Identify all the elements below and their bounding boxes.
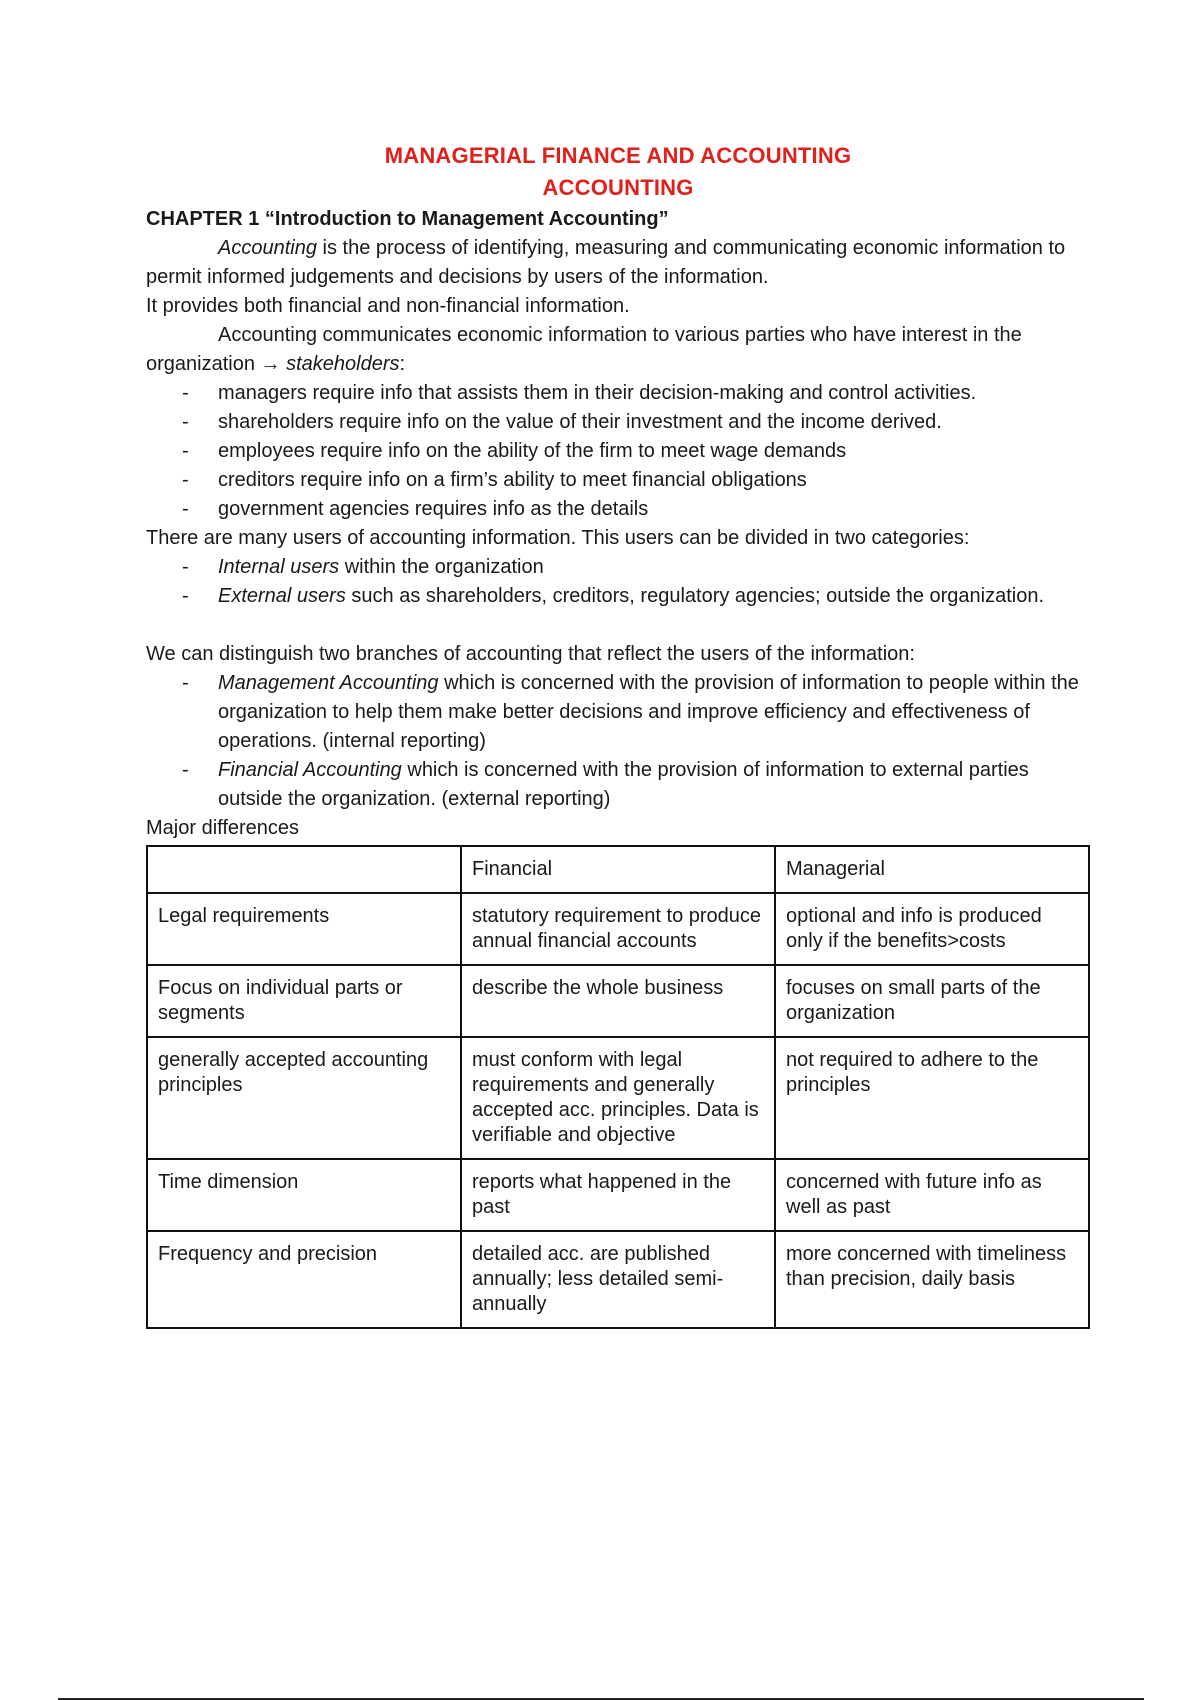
list-item — [218, 669, 1090, 756]
term-external-users: External users — [218, 585, 346, 607]
table-row — [147, 893, 1089, 965]
list-item — [218, 553, 1090, 582]
spacer — [146, 611, 1090, 640]
table-cell: concerned with future info as well as past — [775, 1159, 1089, 1231]
list-item: - shareholders require info on the value of their investment and the income derived. — [218, 408, 1090, 437]
term-accounting: Accounting — [218, 237, 317, 259]
table-cell: focuses on small parts of the organization — [775, 965, 1089, 1037]
table-row — [147, 1159, 1089, 1231]
document-title: MANAGERIAL FINANCE AND ACCOUNTING — [384, 143, 852, 168]
list-item: - managers require info that assists them in their decision-making and control activities. — [218, 379, 1090, 408]
paragraph-stakeholders — [146, 321, 1090, 379]
table-cell: Legal requirements — [147, 893, 461, 965]
table-caption: Major differences — [146, 817, 300, 839]
term-management-accounting: Management Accounting — [218, 672, 439, 694]
table-cell: Frequency and precision — [147, 1231, 461, 1328]
table-cell: detailed acc. are published annually; less detailed semi-annually — [461, 1231, 775, 1328]
list-item-text: within the organization — [339, 556, 544, 578]
document-page — [146, 140, 1090, 1329]
list-item — [218, 582, 1090, 611]
list-item: - creditors require info on a firm’s ability to meet financial obligations — [218, 466, 1090, 495]
list-item-text: such as shareholders, creditors, regulatory agencies; outside the organization. — [345, 585, 1045, 607]
table-header-cell: Financial — [461, 846, 775, 893]
branch-list — [146, 669, 1090, 814]
paragraph-text: Accounting communicates economic information to various parties who have interest in the organization → — [146, 324, 1022, 375]
table-header-row — [147, 846, 1089, 893]
list-item-text: which is concerned with the provision of information to external parties outside the organization. (external reporting) — [218, 759, 1029, 810]
table-cell: Focus on individual parts or segments — [147, 965, 461, 1037]
table-cell: statutory requirement to produce annual financial accounts — [461, 893, 775, 965]
paragraph-user-categories: There are many users of accounting information. This users can be divided in two categories: — [146, 527, 970, 549]
differences-table — [146, 845, 1090, 1329]
table-row — [147, 1037, 1089, 1159]
table-cell: generally accepted accounting principles — [147, 1037, 461, 1159]
user-category-list — [146, 553, 1090, 611]
table-cell: Time dimension — [147, 1159, 461, 1231]
table-cell: must conform with legal requirements and generally accepted acc. principles. Data is verifiable and objective — [461, 1037, 775, 1159]
list-item-text: which is concerned with the provision of information to people within the organization to help them make better decisions and improve efficiency and effectiveness of operations. (internal reporting) — [218, 672, 1079, 752]
document-subtitle: ACCOUNTING — [542, 175, 694, 200]
paragraph-suffix: : — [399, 353, 406, 375]
table-header-cell — [147, 846, 461, 893]
table-cell: more concerned with timeliness than precision, daily basis — [775, 1231, 1089, 1328]
paragraph-text: is the process of identifying, measuring and communicating economic information to permit informed judgements and decisions by users of the information. — [146, 237, 1066, 288]
stakeholder-list — [146, 379, 1090, 524]
chapter-heading: CHAPTER 1 “Introduction to Management Accounting” — [146, 208, 669, 230]
paragraph-branches: We can distinguish two branches of accounting that reflect the users of the information: — [146, 643, 915, 665]
term-stakeholders: stakeholders — [286, 353, 400, 375]
table-cell: optional and info is produced only if the benefits>costs — [775, 893, 1089, 965]
list-item: - employees require info on the ability of the firm to meet wage demands — [218, 437, 1090, 466]
table-cell: reports what happened in the past — [461, 1159, 775, 1231]
term-internal-users: Internal users — [218, 556, 340, 578]
term-financial-accounting: Financial Accounting — [218, 759, 402, 781]
list-item: - government agencies requires info as the details — [218, 495, 1090, 524]
table-cell: describe the whole business — [461, 965, 775, 1037]
table-cell: not required to adhere to the principles — [775, 1037, 1089, 1159]
table-header-cell: Managerial — [775, 846, 1089, 893]
table-row — [147, 1231, 1089, 1328]
list-item — [218, 756, 1090, 814]
paragraph-info-types: It provides both financial and non-financial information. — [146, 295, 630, 317]
table-row — [147, 965, 1089, 1037]
paragraph-accounting-definition — [146, 234, 1090, 292]
